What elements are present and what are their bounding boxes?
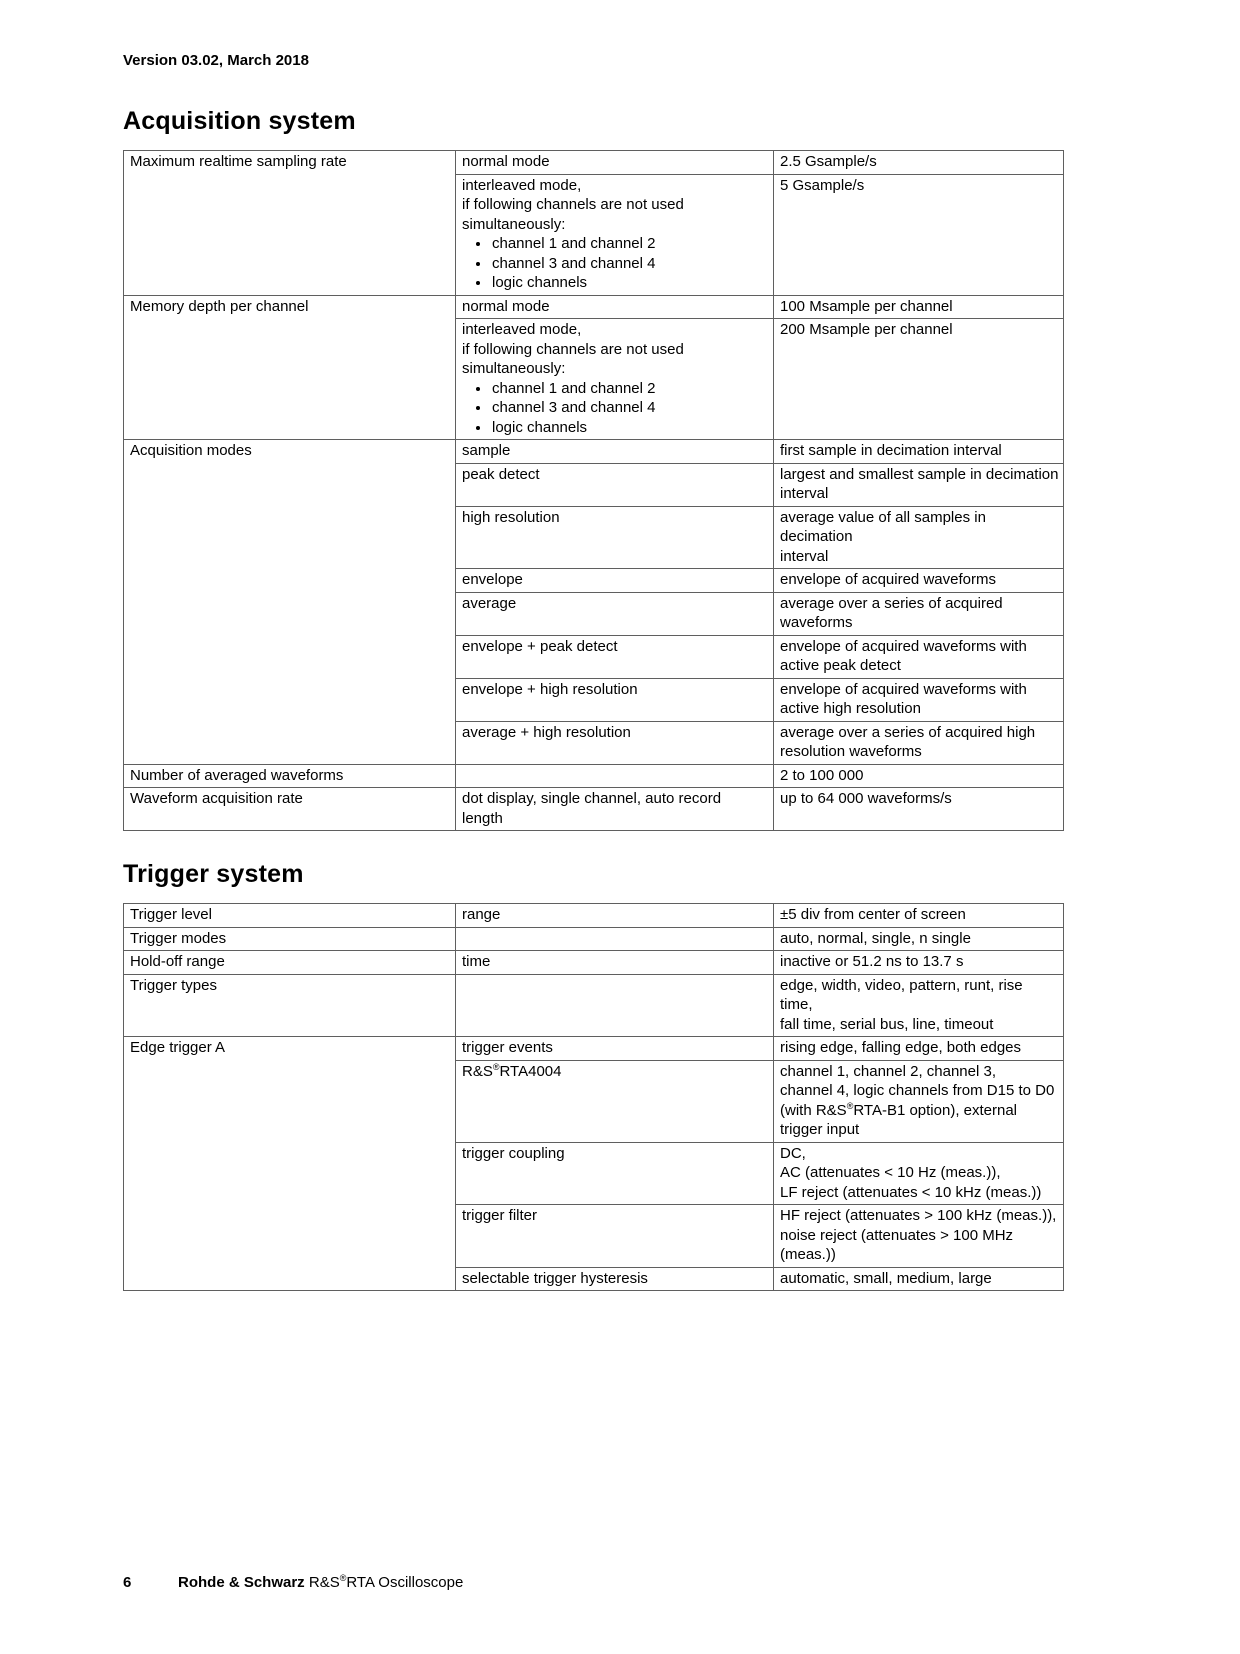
- registered-trademark-mark: ®: [492, 1061, 500, 1072]
- param-cell: Trigger types: [124, 974, 456, 1037]
- value-cell: 100 Msample per channel: [774, 295, 1064, 319]
- page-footer: [123, 1573, 463, 1592]
- value-cell: 5 Gsample/s: [774, 174, 1064, 295]
- condition-cell: peak detect: [456, 463, 774, 506]
- section-title-trigger: Trigger system: [123, 860, 304, 888]
- bullet-item: • channel 1 and channel 2: [491, 379, 769, 399]
- section-title-acquisition: Acquisition system: [123, 107, 356, 135]
- value-cell: up to 64 000 waveforms/s: [774, 788, 1064, 831]
- value-cell: [774, 721, 1064, 764]
- cell-line: simultaneously:: [462, 360, 566, 377]
- cell-line: interleaved mode,: [462, 321, 582, 338]
- param-cell: Maximum realtime sampling rate: [124, 151, 456, 296]
- condition-cell: high resolution: [456, 506, 774, 569]
- condition-cell: average + high resolution: [456, 721, 774, 764]
- table-row: [124, 974, 1064, 1037]
- value-cell: [774, 678, 1064, 721]
- table-row: [124, 788, 1064, 831]
- cell-line: DC,: [780, 1144, 806, 1162]
- condition-cell: trigger filter: [456, 1205, 774, 1268]
- cell-line: interval: [780, 485, 829, 502]
- condition-cell: time: [456, 951, 774, 975]
- bullet-item: • logic channels: [491, 418, 769, 438]
- acquisition-spec-table: [123, 150, 1064, 831]
- cell-line: fall time, serial bus, line, timeout: [780, 1015, 994, 1033]
- condition-cell: [456, 974, 774, 1037]
- cell-line: channel 4, logic channels from D15 to D0: [780, 1082, 1055, 1099]
- cell-line: waveforms: [780, 614, 853, 631]
- table-row: [124, 440, 1064, 464]
- version-line: Version 03.02, March 2018: [123, 52, 309, 69]
- cell-line: interleaved mode,: [462, 176, 582, 194]
- value-cell: rising edge, falling edge, both edges: [774, 1037, 1064, 1061]
- param-cell: Acquisition modes: [124, 440, 456, 765]
- cell-line: channel 1, channel 2, channel 3,: [780, 1062, 996, 1080]
- cell-line: trigger input: [780, 1121, 860, 1138]
- condition-cell: normal mode: [456, 295, 774, 319]
- cell-line: R&S®RTA4004: [462, 1061, 562, 1080]
- table-row: [124, 904, 1064, 928]
- value-cell: [774, 1142, 1064, 1205]
- param-cell: Trigger modes: [124, 927, 456, 951]
- value-cell: auto, normal, single, n single: [774, 927, 1064, 951]
- trigger-spec-table: [123, 903, 1064, 1291]
- cell-line: LF reject (attenuates < 10 kHz (meas.)): [780, 1183, 1042, 1201]
- bullet-list: [462, 379, 769, 438]
- cell-line: average over a series of acquired: [780, 594, 1003, 612]
- table-row: [124, 1037, 1064, 1061]
- cell-line: (meas.)): [780, 1246, 836, 1263]
- acquisition-table-body: [124, 151, 1064, 831]
- table-row: [124, 151, 1064, 175]
- condition-cell: range: [456, 904, 774, 928]
- value-cell: [774, 1205, 1064, 1268]
- cell-line: HF reject (attenuates > 100 kHz (meas.)),: [780, 1207, 1057, 1224]
- cell-line: envelope of acquired waveforms with: [780, 637, 1027, 655]
- value-cell: envelope of acquired waveforms: [774, 569, 1064, 593]
- cell-line: (with R&S®RTA-B1 option), external: [780, 1100, 1018, 1119]
- section-trigger-system: [123, 859, 1063, 1291]
- param-cell: Waveform acquisition rate: [124, 788, 456, 831]
- bullet-item: • channel 3 and channel 4: [491, 254, 769, 274]
- registered-trademark-mark: ®: [339, 1573, 347, 1583]
- value-cell: [774, 463, 1064, 506]
- condition-cell: sample: [456, 440, 774, 464]
- condition-cell: normal mode: [456, 151, 774, 175]
- table-row: [124, 927, 1064, 951]
- table-row: [124, 764, 1064, 788]
- condition-cell: [456, 764, 774, 788]
- condition-cell: average: [456, 592, 774, 635]
- registered-trademark-mark: ®: [846, 1100, 854, 1111]
- value-cell: first sample in decimation interval: [774, 440, 1064, 464]
- condition-cell: envelope: [456, 569, 774, 593]
- condition-cell: [456, 1060, 774, 1142]
- cell-line: dot display, single channel, auto record: [462, 790, 722, 807]
- condition-cell: selectable trigger hysteresis: [456, 1267, 774, 1291]
- bullet-item: • logic channels: [491, 273, 769, 293]
- value-cell: [774, 506, 1064, 569]
- page-content: [123, 106, 1063, 1291]
- value-cell: [774, 592, 1064, 635]
- condition-cell: [456, 319, 774, 440]
- param-cell: Memory depth per channel: [124, 295, 456, 440]
- param-cell: Trigger level: [124, 904, 456, 928]
- cell-line: length: [462, 809, 503, 827]
- cell-line: if following channels are not used: [462, 196, 684, 213]
- cell-line: largest and smallest sample in decimation: [780, 465, 1059, 483]
- section-acquisition-system: [123, 106, 1063, 831]
- footer-brand: Rohde & Schwarz: [178, 1574, 305, 1591]
- cell-line: active high resolution: [780, 700, 921, 717]
- bullet-item: • channel 3 and channel 4: [491, 398, 769, 418]
- param-cell: Number of averaged waveforms: [124, 764, 456, 788]
- bullet-item: • channel 1 and channel 2: [491, 234, 769, 254]
- value-cell: [774, 974, 1064, 1037]
- table-row: [124, 295, 1064, 319]
- condition-cell: envelope + peak detect: [456, 635, 774, 678]
- param-cell: Edge trigger A: [124, 1037, 456, 1291]
- condition-cell: [456, 927, 774, 951]
- value-cell: [774, 635, 1064, 678]
- condition-cell: [456, 174, 774, 295]
- bullet-list: [462, 234, 769, 293]
- cell-line: edge, width, video, pattern, runt, rise time,: [780, 976, 1023, 1013]
- value-cell: 2.5 Gsample/s: [774, 151, 1064, 175]
- page-number: 6: [123, 1574, 132, 1591]
- cell-line: envelope of acquired waveforms with: [780, 680, 1027, 698]
- cell-line: average value of all samples in decimation: [780, 508, 986, 545]
- trigger-table-body: [124, 904, 1064, 1291]
- cell-line: average over a series of acquired high: [780, 723, 1036, 741]
- cell-line: active peak detect: [780, 657, 901, 674]
- cell-line: if following channels are not used: [462, 340, 684, 358]
- value-cell: [774, 1060, 1064, 1142]
- value-cell: inactive or 51.2 ns to 13.7 s: [774, 951, 1064, 975]
- value-cell: 2 to 100 000: [774, 764, 1064, 788]
- footer-product: R&S®RTA Oscilloscope: [308, 1573, 464, 1591]
- table-row: [124, 951, 1064, 975]
- param-cell: Hold-off range: [124, 951, 456, 975]
- condition-cell: trigger coupling: [456, 1142, 774, 1205]
- condition-cell: envelope + high resolution: [456, 678, 774, 721]
- cell-line: simultaneously:: [462, 215, 566, 233]
- cell-line: interval: [780, 547, 829, 565]
- value-cell: 200 Msample per channel: [774, 319, 1064, 440]
- cell-line: noise reject (attenuates > 100 MHz: [780, 1226, 1014, 1244]
- value-cell: automatic, small, medium, large: [774, 1267, 1064, 1291]
- condition-cell: [456, 788, 774, 831]
- condition-cell: trigger events: [456, 1037, 774, 1061]
- cell-line: AC (attenuates < 10 Hz (meas.)),: [780, 1164, 1001, 1181]
- value-cell: ±5 div from center of screen: [774, 904, 1064, 928]
- cell-line: resolution waveforms: [780, 743, 922, 760]
